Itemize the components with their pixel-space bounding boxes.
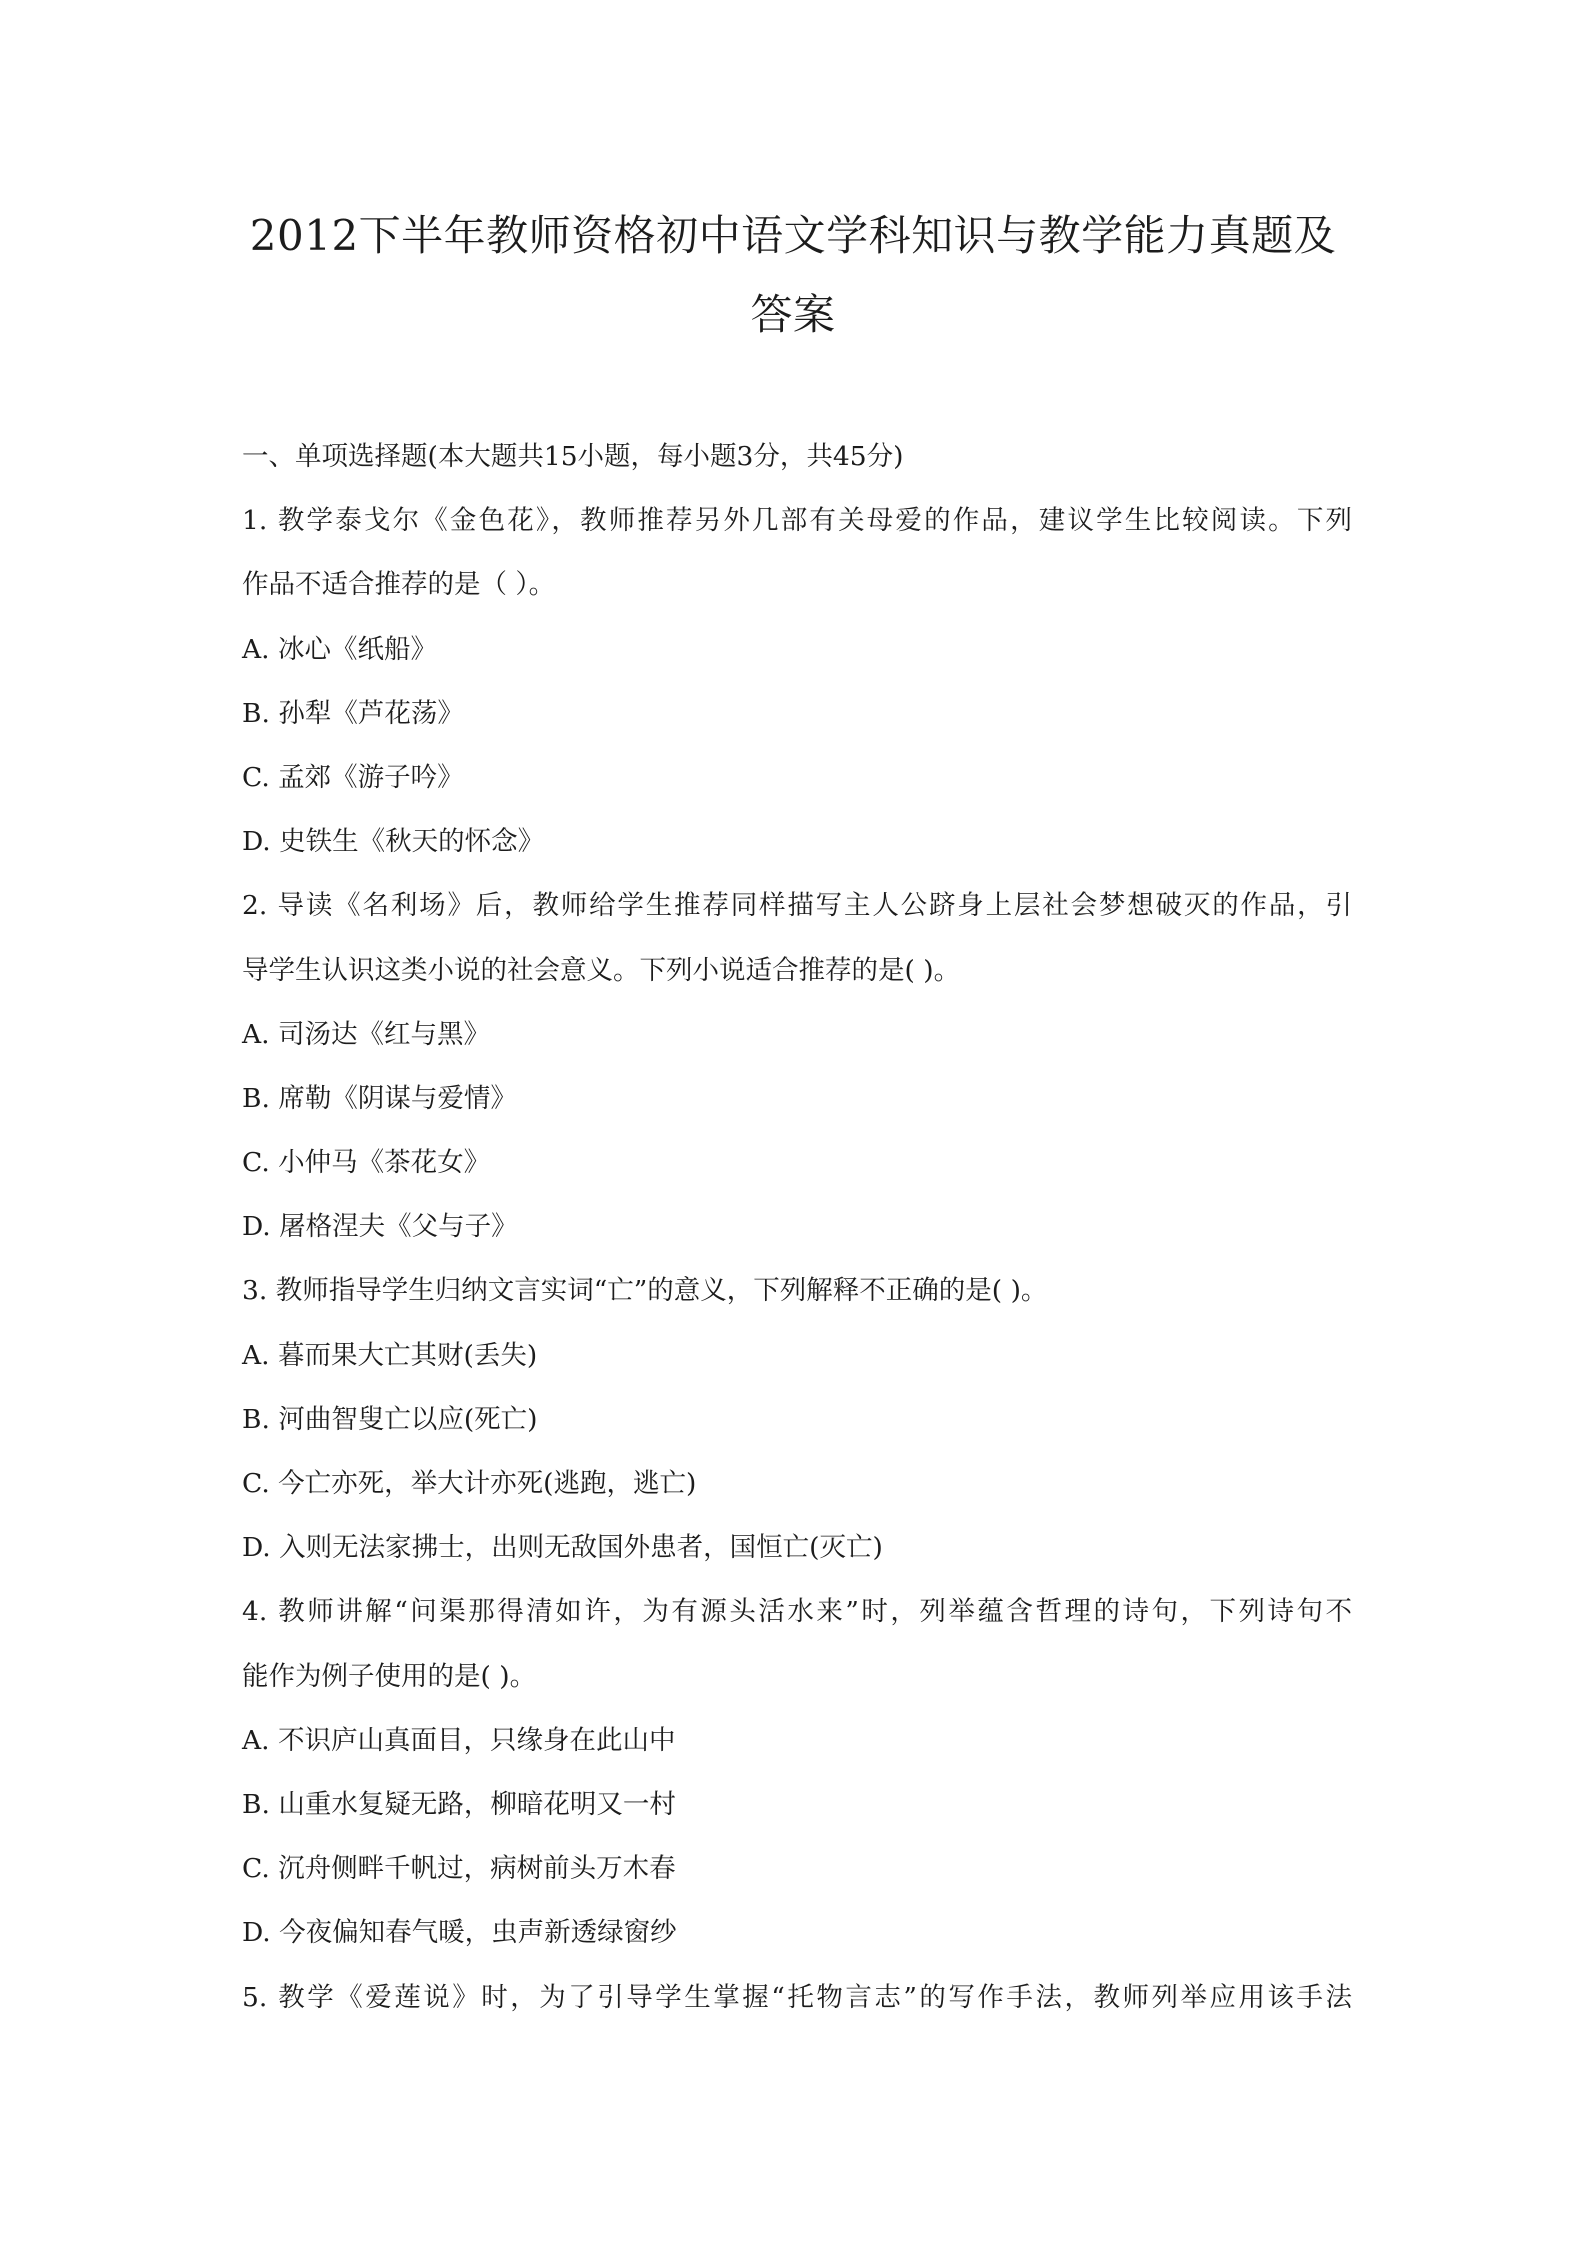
text-line: C. 沉舟侧畔千帆过，病树前头万木春	[242, 1853, 676, 1885]
text-line: 导学生认识这类小说的社会意义。下列小说适合推荐的是( )。	[242, 954, 961, 986]
text-line: B. 河曲智叟亡以应(死亡)	[242, 1403, 538, 1435]
text-line: C. 今亡亦死，举大计亦死(逃跑，逃亡)	[242, 1468, 697, 1499]
text-line: B. 孙犁《芦花荡》	[242, 697, 464, 729]
text-line: 1. 教学泰戈尔《金色花》，教师推荐另外几部有关母爱的作品，建议学生比较阅读。下列	[242, 505, 1352, 537]
text-line: D. 入则无法家拂士，出则无敌国外患者，国恒亡(灭亡)	[242, 1532, 883, 1564]
document-title-line-1: 2012下半年教师资格初中语文学科知识与教学能力真题及	[249, 211, 1337, 260]
text-line: 一、单项选择题(本大题共15小题，每小题3分，共45分)	[242, 441, 904, 472]
text-line: 作品不适合推荐的是（ ）。	[242, 569, 556, 601]
text-line: 能作为例子使用的是( )。	[242, 1660, 537, 1692]
text-line: C. 孟郊《游子吟》	[242, 761, 464, 793]
text-line: 3. 教师指导学生归纳文言实词“亡”的意义，下列解释不正确的是( )。	[242, 1275, 1048, 1307]
text-line: 5. 教学《爱莲说》时，为了引导学生掌握“托物言志”的写作手法，教师列举应用该手法	[242, 1981, 1352, 2013]
text-line: A. 不识庐山真面目，只缘身在此山中	[242, 1724, 676, 1756]
text-line: B. 席勒《阴谋与爱情》	[242, 1082, 517, 1114]
document-body	[242, 425, 1352, 2030]
text-line: D. 史铁生《秋天的怀念》	[242, 826, 545, 858]
text-line: C. 小仲马《茶花女》	[242, 1147, 491, 1179]
text-line: D. 屠格涅夫《父与子》	[242, 1211, 518, 1243]
text-line: A. 冰心《纸船》	[242, 633, 437, 665]
text-line: A. 暮而果大亡其财(丢失)	[242, 1339, 538, 1371]
text-line: 2. 导读《名利场》后，教师给学生推荐同样描写主人公跻身上层社会梦想破灭的作品，引	[242, 890, 1352, 922]
text-line: A. 司汤达《红与黑》	[242, 1018, 490, 1050]
text-line: B. 山重水复疑无路，柳暗花明又一村	[242, 1788, 676, 1820]
document-title-line-2: 答案	[750, 290, 836, 339]
text-line: D. 今夜偏知春气暖，虫声新透绿窗纱	[242, 1917, 677, 1949]
text-line: 4. 教师讲解“问渠那得清如许，为有源头活水来”时，列举蕴含哲理的诗句，下列诗句不	[242, 1596, 1352, 1628]
